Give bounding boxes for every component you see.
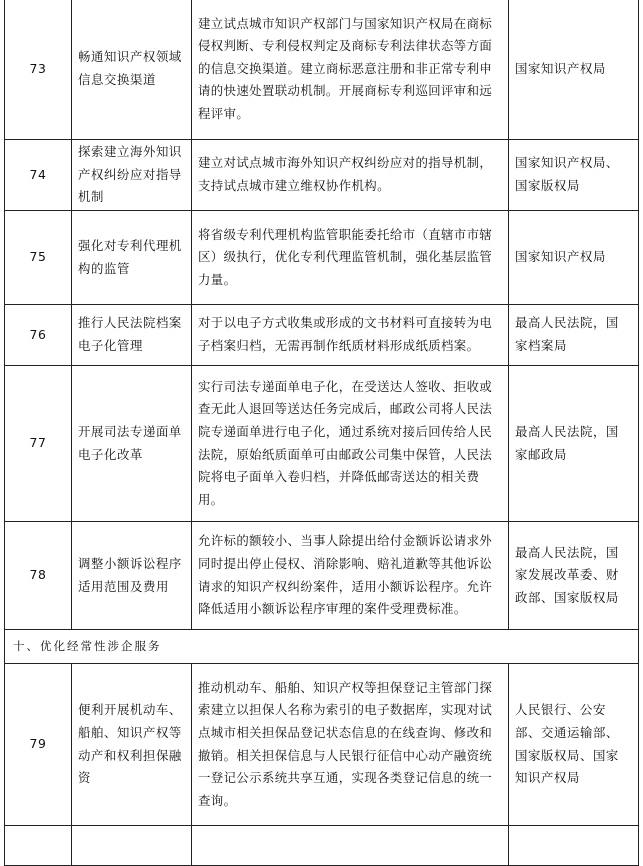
responsible-department — [509, 140, 639, 211]
content-line: 院将电子面单入卷归档，并降低邮寄送达的相关费 — [198, 469, 480, 485]
measure-name — [72, 522, 192, 630]
content-line: 实行司法专递面单电子化，在受送达人签收、拒收或 — [198, 378, 493, 394]
policy-table — [4, 0, 639, 866]
section-header-row — [5, 630, 639, 664]
measure-name-line: 调整小额诉讼程序 — [78, 555, 182, 571]
content-line: 将省级专利代理机构监管职能委托给市（直辖市市辖 — [198, 226, 493, 242]
measure-name — [72, 664, 192, 826]
content-line: 允许标的额较小、当事人除提出给付金额诉讼请求外 — [198, 533, 493, 549]
content-line: 降低适用小额诉讼程序审理的案件受理费标准。 — [198, 601, 467, 617]
department-line: 家发展改革委、财 — [515, 567, 619, 583]
measure-content — [192, 211, 509, 305]
department-line: 最高人民法院，国 — [515, 544, 619, 560]
table-row — [5, 0, 639, 140]
content-line: 用。 — [198, 491, 224, 507]
content-line: 撤销。相关担保信息与人民银行征信中心动产融资统 — [198, 747, 493, 763]
measure-content — [192, 305, 509, 366]
measure-content — [192, 366, 509, 522]
department-line: 国家版权局 — [515, 178, 580, 193]
department-line: 最高人民法院，国 — [515, 423, 619, 439]
measure-name-line: 信息交换渠道 — [78, 72, 156, 87]
content-line: 法院，原始纸质面单可由邮政公司集中保管，人民法 — [198, 446, 493, 462]
measure-name-line: 产权纠纷应对指导 — [78, 166, 182, 182]
department-line: 部、交通运输部、 — [515, 724, 619, 740]
section-heading: 十、优化经常性涉企服务 — [5, 630, 639, 664]
measure-name — [72, 0, 192, 140]
measure-name-line: 强化对专利代理机 — [78, 237, 182, 253]
row-number: 78 — [5, 522, 72, 630]
department-line: 最高人民法院，国 — [515, 315, 619, 331]
measure-content — [192, 0, 509, 140]
content-line: 建立试点城市知识产权部门与国家知识产权局在商标 — [198, 15, 493, 31]
content-line: 程评审。 — [198, 105, 250, 121]
measure-content — [192, 140, 509, 211]
cell — [509, 826, 639, 866]
table-row — [5, 522, 639, 630]
measure-name-line: 开展司法专递面单 — [78, 423, 182, 439]
content-line: 查询。 — [198, 792, 237, 808]
row-number: 79 — [5, 664, 72, 826]
department-line: 家邮政局 — [515, 446, 567, 462]
department-line: 人民银行、公安 — [515, 702, 606, 718]
content-line: 对于以电子方式收集或形成的文书材料可直接转为电 — [198, 315, 493, 331]
responsible-department — [509, 366, 639, 522]
content-line: 推动机动车、船舶、知识产权等担保登记主管部门探 — [198, 679, 493, 695]
content-line: 院专递面单进行电子化，通过系统对接后回传给人民 — [198, 423, 493, 439]
measure-name-line: 电子化改革 — [78, 446, 143, 462]
measure-name-line: 机制 — [78, 189, 104, 205]
content-line: 的信息交换渠道。建立商标恶意注册和非正常专利申 — [198, 60, 493, 76]
responsible-department — [509, 305, 639, 366]
responsible-department — [509, 664, 639, 826]
table-row — [5, 305, 639, 366]
measure-name-line: 船舶、知识产权等 — [78, 724, 182, 740]
cell — [192, 826, 509, 866]
content-line: 力量。 — [198, 271, 237, 287]
content-line: 请的快速处置联动机制。开展商标专利巡回评审和远 — [198, 83, 493, 99]
content-line: 子档案归档，无需再制作纸质材料形成纸质档案。 — [198, 338, 480, 353]
cell — [72, 826, 192, 866]
department-line: 家档案局 — [515, 338, 567, 353]
department-line: 国家知识产权局、 — [515, 155, 619, 171]
responsible-department — [509, 0, 639, 140]
row-number: 75 — [5, 211, 72, 305]
measure-name-line: 推行人民法院档案 — [78, 315, 182, 331]
content-line: 索建立以担保人名称为索引的电子数据库，实现对试 — [198, 702, 493, 718]
department-line: 国家版权局、国家 — [515, 747, 619, 763]
content-line: 查无此人退回等送达任务完成后，邮政公司将人民法 — [198, 401, 493, 417]
measure-name — [72, 366, 192, 522]
measure-name — [72, 305, 192, 366]
row-number: 74 — [5, 140, 72, 211]
measure-name — [72, 140, 192, 211]
content-line: 区）级执行，优化专利代理监管机制，强化基层监管 — [198, 249, 493, 265]
content-line: 一登记公示系统共享互通，实现各类登记信息的统一 — [198, 770, 493, 786]
measure-name-line: 电子化管理 — [78, 338, 143, 353]
measure-content — [192, 522, 509, 630]
table-row — [5, 211, 639, 305]
measure-content — [192, 664, 509, 826]
table-row — [5, 140, 639, 211]
measure-name — [72, 211, 192, 305]
cell — [5, 826, 72, 866]
responsible-department — [509, 211, 639, 305]
content-line: 侵权判断、专利侵权判定及商标专利法律状态等方面 — [198, 38, 493, 54]
department-line: 国家知识产权局 — [515, 249, 606, 265]
content-line: 支持试点城市建立维权协作机构。 — [198, 178, 390, 193]
measure-name-line: 适用范围及费用 — [78, 578, 169, 594]
measure-name-line: 便利开展机动车、 — [78, 702, 182, 718]
row-number: 77 — [5, 366, 72, 522]
content-line: 点城市相关担保品登记状态信息的在线查询、修改和 — [198, 724, 493, 740]
table-row — [5, 664, 639, 826]
department-line: 政部、国家版权局 — [515, 589, 619, 605]
measure-name-line: 资 — [78, 770, 91, 786]
row-number: 76 — [5, 305, 72, 366]
content-line: 建立对试点城市海外知识产权纠纷应对的指导机制， — [198, 155, 493, 171]
department-line: 国家知识产权局 — [515, 60, 606, 76]
measure-name-line: 畅通知识产权领域 — [78, 49, 182, 65]
measure-name-line: 探索建立海外知识 — [78, 144, 182, 160]
table-row — [5, 366, 639, 522]
responsible-department — [509, 522, 639, 630]
row-number: 73 — [5, 0, 72, 140]
measure-name-line: 动产和权利担保融 — [78, 747, 182, 763]
content-line: 请求的知识产权纠纷案件，适用小额诉讼程序。允许 — [198, 578, 493, 594]
content-line: 同时提出停止侵权、消除影响、赔礼道歉等其他诉讼 — [198, 555, 493, 571]
table-row-next-partial — [5, 826, 639, 866]
department-line: 知识产权局 — [515, 770, 580, 786]
measure-name-line: 构的监管 — [78, 260, 130, 276]
